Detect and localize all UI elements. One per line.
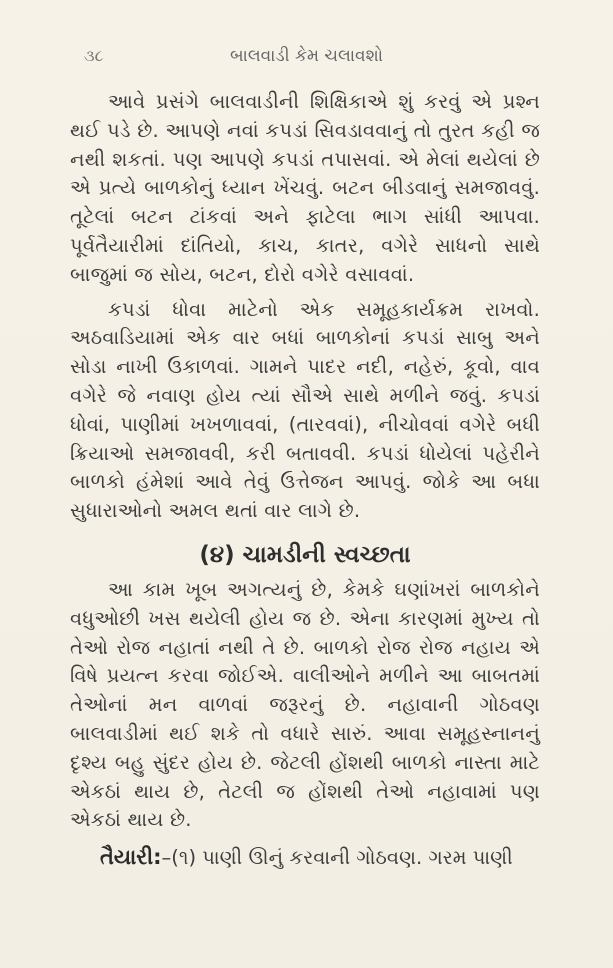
running-title: બાલવાડી કેમ ચલાવશો: [230, 46, 383, 66]
page-number: ૩૮: [84, 46, 104, 65]
preparation-lead: તૈયારી:: [100, 845, 162, 870]
preparation-line: [70, 843, 540, 873]
running-head: [0, 46, 613, 74]
paragraph-1: આવે પ્રસંગે બાલવાડીની શિક્ષિકાએ શું કરવું એ પ્રશ્ન થઈ પડે છે. આપણે નવાં કપડાં સિવડાવવાનું તો તુરત કહી જ નથી શકતાં. પણ આપણે કપડાં તપાસવાં. એ મેલાં થયેલાં છે એ પ્રત્યે બાળકોનું ધ્યાન ખેંચવું. બટન બીડવાનું સમજાવવું. તૂટેલાં બટન ટાંકવાં અને ફાટેલા ભાગ સાંધી આપવા. પૂર્વતૈયારીમાં દાંતિયો, કાચ, કાતર, વગેરે સાધનો સાથે બાજુમાં જ સોય, બટન, દોરો વગેરે વસાવવાં.: [70, 90, 540, 286]
preparation-text: –(૧) પાણી ઊનું કરવાની ગોઠવણ. ગરમ પાણી: [161, 846, 513, 870]
section-paragraph: આ કામ ખૂબ અગત્યનું છે, કેમકે ઘણાંખરાં બાળકોને વધુઓછી ખસ થયેલી હોય જ છે. એના કારણમાં મુખ્ય તો તેઓ રોજ નહાતાં નથી તે છે. બાળકો રોજ રોજ નહાય એ વિષે પ્રયત્ન કરવા જોઈએ. વાલીઓને મળીને આ બાબતમાં તેઓનાં મન વાળવાં જરૂરનું છે. નહાવાની ગોઠવણ બાલવાડીમાં થઈ શકે તો વધારે સારું. આવા સમૂહસ્નાનનું દૃશ્ય બહુ સુંદર હોય છે. જેટલી હોંશથી બાળકો નાસ્તા માટે એકઠાં થાય છે, તેટલી જ હોંશથી તેઓ નહાવામાં પણ એકઠાં થાય છે.: [70, 577, 540, 832]
body-text: [70, 88, 540, 873]
paragraph-2: કપડાં ધોવા માટેનો એક સમૂહકાર્યક્રમ રાખવો. અઠવાડિયામાં એક વાર બધાં બાળકોનાં કપડાં સાબુ અને સોડા નાખી ઉકાળવાં. ગામને પાદર નદી, નહેરું, કૂવો, વાવ વગેરે જે નવાણ હોય ત્યાં સૌએ સાથે મળીને જવું. કપડાં ધોવાં, પાણીમાં ખખળાવવાં, (તારવવાં), નીચોવવાં વગેરે બધી ક્રિયાઓ સમજાવવી, કરી બતાવવી. કપડાં ધોયેલાં પહેરીને બાળકો હંમેશાં આવે તેવું ઉત્તેજન આપવું. જોકે આ બધા સુધારાઓનો અમલ થતાં વાર લાગે છે.: [70, 297, 540, 523]
section-heading: (૪) ચામડીની સ્વચ્છતા: [199, 541, 411, 568]
